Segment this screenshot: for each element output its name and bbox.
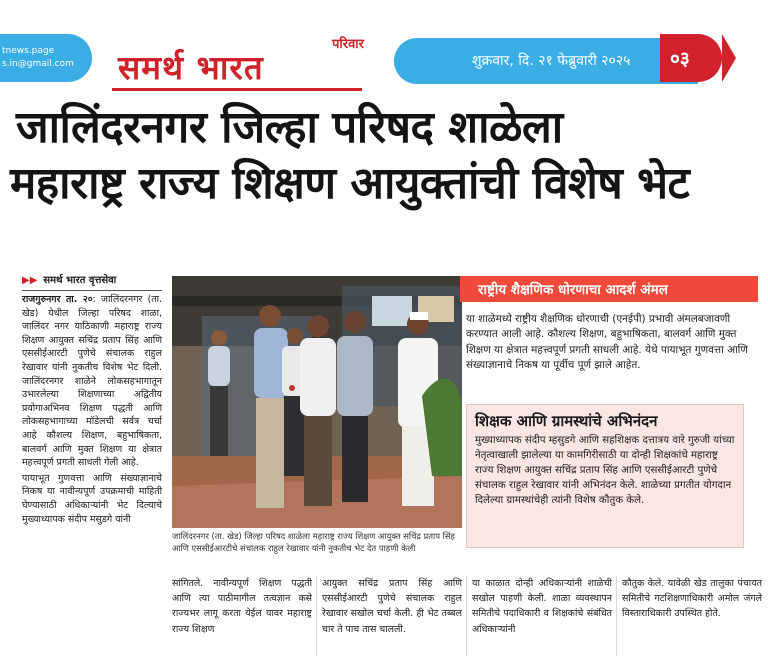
lead-text: : जालिंदरनगर (ता. खेड) येथील जिल्हा परिषद शाळा, जालिंदर नगर याठिकाणी महाराष्ट्र राज्य शिक्षण आयुक्त सचिंद्र प्रताप सिंह आणि एससीईआरटी पुणेचे संचालक राहुल रेखावार यांनी नुकतीच विशेष भेट दिली. जालिंदरनगर शाळेने लोकसहभागातून उभारलेल्या शिक्षणाच्या अद्वितीय प्रयोगाअभिनव शिक्षण पद्धती आणि लोकसहभागाच्या मॉडेलची सर्वत्र चर्चा आहे कौशल्य शिक्षण, बहुभाषिकता, बालवर्ग आणि मुक्त शिक्षण या क्षेत्रात महत्त्वपूर्ण प्रगती साधली गेली आहे. [22, 294, 163, 469]
column-divider [466, 576, 467, 656]
felicitation-box [466, 404, 744, 548]
logo-pariwar: परिवार [332, 37, 364, 52]
date-strip [394, 38, 698, 84]
newspaper-logo [112, 34, 376, 88]
column-4: या काळात दोन्ही अधिकाऱ्यांनी शाळेची सखोल पाहणी केली. शाळा व्यवस्थापन समितीचे पदाधिकारी व शिक्षकांचे संबंधित अधिकाऱ्यांनी [472, 578, 612, 635]
website-text[interactable]: tnews.page [2, 46, 55, 56]
issue-date: शुक्रवार, दि. २१ फेब्रुवारी २०२५ [472, 53, 631, 69]
lead-column [22, 272, 162, 526]
byline-text: समर्थ भारत वृत्तसेवा [43, 275, 117, 286]
felicitation-title: शिक्षक आणि ग्रामस्थांचे अभिनंदन [475, 412, 658, 430]
felicitation-text: मुख्याध्यापक संदीप म्हसुडगे आणि सहशिक्षक दत्तात्रय वारे गुरुजी यांच्या नेतृत्वाखाली झालेल्या या कामगिरीसाठी या दोन्ही शिक्षकांचे महाराष्ट्र राज्य शिक्षण आयुक्त सचिंद्र प्रताप सिंह आणि एससीईआरटी पुणेचे संचालक राहुल रेखावार यांनी अभिनंदन केले. शाळेच्या प्रगतीत योगदान दिलेल्या ग्रामस्थांचेही त्यांनी विशेष कौतुक केले. [475, 435, 735, 506]
nep-paragraph: या शाळेमध्ये राष्ट्रीय शैक्षणिक धोरणाची (एनईपी) प्रभावी अंमलबजावणी करण्यात आली आहे. कौशल्य शिक्षण, बहुभाषिकता, बालवर्ग आणि मुक्त शिक्षण या क्षेत्रात महत्त्वपूर्ण प्रगती साधली आहे. येथे पायाभूत गुणवत्ता आणि संख्याज्ञानाचे निकष या पूर्वीच पूर्ण झाले आहेत. [466, 313, 748, 372]
column-divider [616, 576, 617, 656]
logo-brand: समर्थ भारत [118, 48, 264, 87]
page-number: ०३ [670, 48, 690, 70]
news-photo [172, 276, 462, 528]
column-divider [316, 576, 317, 656]
column-2: सांगितले. नावीन्यपूर्ण शिक्षण पद्धती आणि त्या पाठीमागील तत्वज्ञान कसे राज्यभर लागू करता येईल यावर महाराष्ट्र राज्य शिक्षण [172, 578, 312, 635]
sidebar-banner-text: राष्ट्रीय शैक्षणिक धोरणाचा आदर्श अंमल [478, 282, 668, 298]
dateline: राजगुरुनगर ता. २० [22, 294, 93, 305]
photo-caption: जालिंदरनगर (ता. खेड) जिल्हा परिषद शाळेला महाराष्ट्र राज्य शिक्षण आयुक्त सचिंद्र प्रताप सिंह आणि एससीईआरटीचे संचालक राहुल रेखावार यांनी नुकतीच भेट देत पाहणी केली [172, 531, 455, 553]
headline-line-1: जालिंदरनगर जिल्हा परिषद शाळेला [16, 102, 563, 153]
lead-paragraph-2: पायाभूत गुणवत्ता आणि संख्याज्ञानाचे निकष या नावीन्यपूर्ण उपक्रमाची माहिती घेण्यासाठी अधिकाऱ्यांनी भेट दिल्याचे मुख्याध्यापक संदीप मसुडगे यांनी [22, 472, 162, 525]
photo-illustration [172, 276, 462, 528]
page-number-badge [660, 34, 722, 82]
column-3: आयुक्त सचिंद्र प्रताप सिंह आणि एससीईआरटी पुणेचे संचालक राहुल रेखावार सखोल चर्चा केली. ही भेट तब्बल चार ते पाच तास चालली. [322, 578, 462, 635]
masthead [0, 0, 768, 96]
column-5: कौतुक केले. यावेळी खेड तालुका पंचायत समितीचे गटशिक्षणाधिकारी अमोल जंगले विस्ताराधिकारी उपस्थित होते. [622, 578, 762, 620]
sidebar-banner [460, 276, 758, 302]
logo-underline [112, 88, 362, 91]
double-arrow-icon: ▶▶ [22, 275, 38, 286]
headline-line-2: महाराष्ट्र राज्य शिक्षण आयुक्तांची विशेष भेट [10, 158, 690, 209]
byline [22, 272, 162, 291]
contact-strip [0, 34, 92, 82]
page-badge-arrow [722, 34, 736, 82]
headline [10, 100, 762, 212]
email-text[interactable]: s.in@gmail.com [2, 59, 74, 69]
lead-paragraph [22, 293, 162, 470]
